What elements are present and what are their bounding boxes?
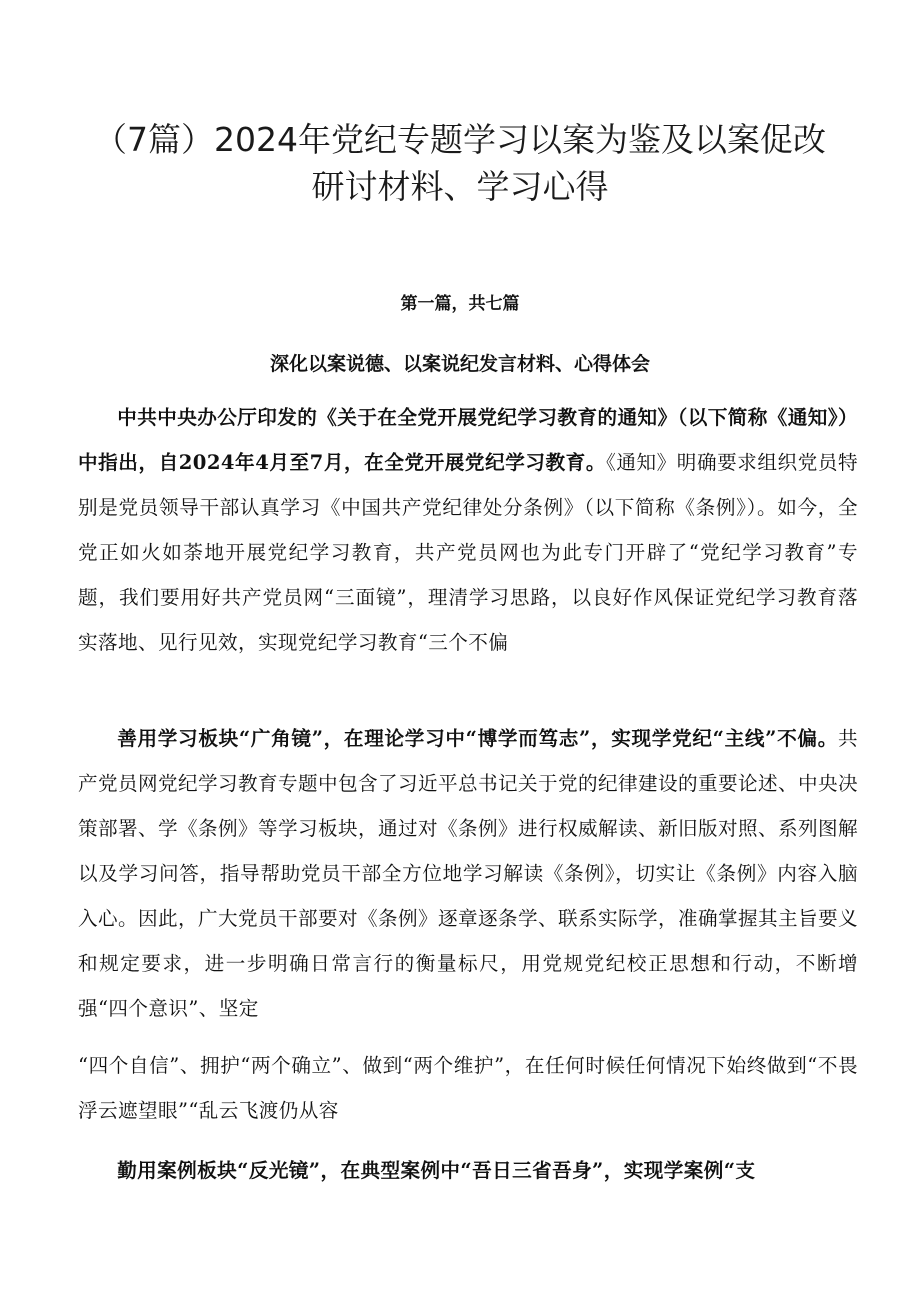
- paragraph-3-body: “四个自信”、拥护“两个确立”、做到“两个维护”，在任何时候任何情况下始终做到“不畏浮云遮望眼”“乱云飞渡仍从容: [78, 1054, 858, 1122]
- section-label: 第一篇，共七篇: [400, 294, 520, 314]
- paragraph-4: [78, 1148, 858, 1193]
- paragraph-2-lead: 善用学习板块“广角镜”，在理论学习中“博学而笃志”，实现学党纪“主线”不偏。: [117, 727, 838, 750]
- paragraph-2: [78, 716, 858, 1031]
- paragraph-2-body: 共产党员网党纪学习教育专题中包含了习近平总书记关于党的纪律建设的重要论述、中央决策部署、学《条例》等学习板块，通过对《条例》进行权威解读、新旧版对照、系列图解以及学习问答，指导帮助党员干部全方位地学习解读《条例》，切实让《条例》内容入脑入心。因此，广大党员干部要对《条例》逐章逐条学、联系实际学，准确掌握其主旨要义和规定要求，进一步明确日常言行的衡量标尺，用党规党纪校正思想和行动，不断增强“四个意识”、坚定: [78, 727, 858, 1020]
- document-title-line-1: （7篇）2024年党纪专题学习以案为鉴及以案促改: [94, 120, 826, 159]
- paragraph-3: [78, 1043, 858, 1133]
- paragraph-1: [78, 395, 858, 665]
- paragraph-4-lead: 勤用案例板块“反光镜”，在典型案例中“吾日三省吾身”，实现学案例“支: [117, 1159, 756, 1182]
- section-subtitle: 深化以案说德、以案说纪发言材料、心得体会: [269, 353, 650, 375]
- document-title-line-2: 研讨材料、学习心得: [311, 167, 609, 206]
- paragraph-1-body: 《通知》明确要求组织党员特别是党员领导干部认真学习《中国共产党纪律处分条例》（以下简称《条例》）。如今，全党正如火如荼地开展党纪学习教育，共产党员网也为此专门开辟了“党纪学习教育”专题，我们要用好共产党员网“三面镜”，理清学习思路，以良好作风保证党纪学习教育落实落地、见行见效，实现党纪学习教育“三个不偏: [78, 451, 859, 654]
- paragraph-1-lead: 中共中央办公厅印发的《关于在全党开展党纪学习教育的通知》（以下简称《通知》）中指出，自2024年4月至7月，在全党开展党纪学习教育。: [78, 406, 858, 474]
